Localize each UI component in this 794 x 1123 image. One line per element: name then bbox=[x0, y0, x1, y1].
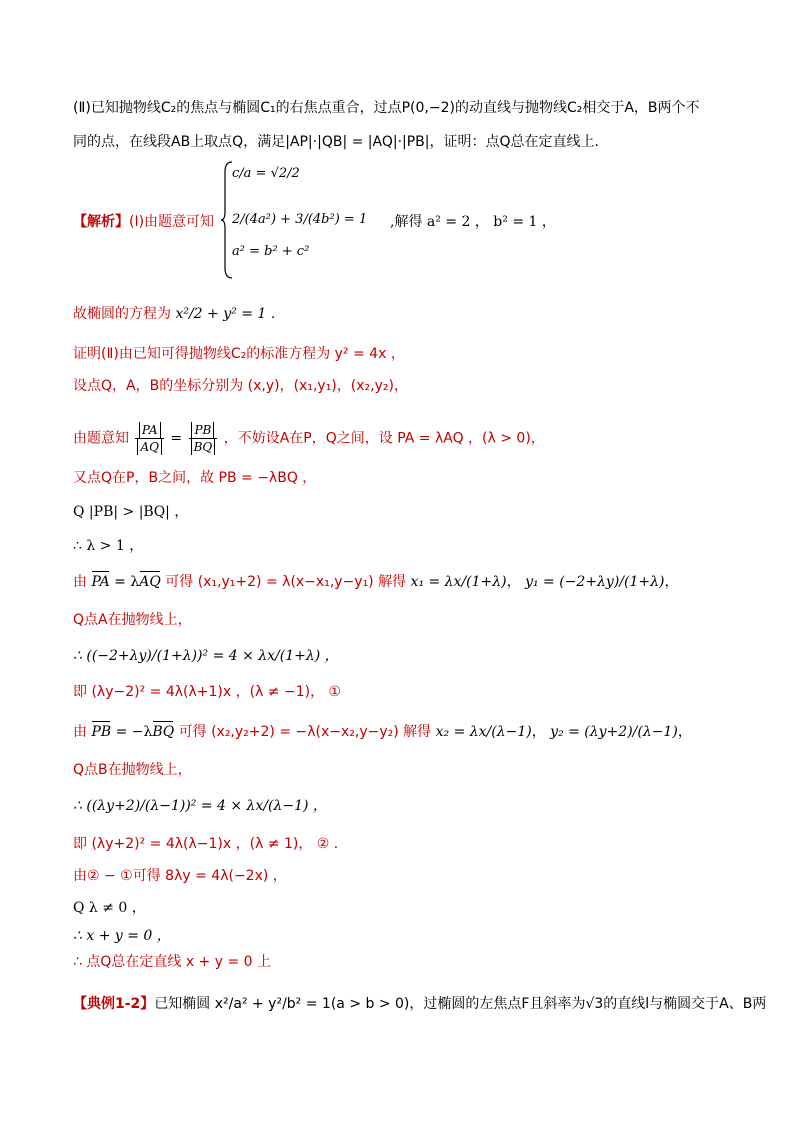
y1-expr: y₁ = (−2+λy)/(1+λ) bbox=[525, 574, 665, 590]
example-tag: 【典例1-2】 bbox=[73, 996, 155, 1012]
part2-line1: (Ⅱ)已知抛物线C₂的焦点与椭圆C₁的右焦点重合，过点P(0,−2)的动直线与抛物线C₂相交于A，B两个不 bbox=[73, 100, 700, 116]
ellipse-line bbox=[73, 304, 285, 324]
system-eq2: 2/(4a²) + 3/(4b²) = 1 bbox=[232, 212, 368, 227]
proof-eq-1: 即 (λy−2)² = 4λ(λ+1)x ，(λ ≠ −1)， ① bbox=[73, 684, 342, 700]
proof-eq-b: ∴ ((λy+2)/(λ−1))² = 4 × λx/(λ−1) ， bbox=[73, 798, 327, 814]
from-pa-text: 可得 (x₁,y₁+2) = λ(x−x₁,y−y₁) 解得 bbox=[165, 574, 407, 590]
proof-a-on-parabola: Q点A在抛物线上， bbox=[73, 612, 192, 628]
proof-eq-2: 即 (λy+2)² = 4λ(λ−1)x ，(λ ≠ 1)， ② ． bbox=[73, 836, 348, 852]
proof-q-between: 又点Q在P，B之间，故 PB = −λBQ ， bbox=[73, 470, 317, 486]
ellipse-prefix: 故椭圆的方程为 bbox=[73, 306, 171, 322]
example-line bbox=[73, 994, 766, 1014]
from-pb-text: 可得 (x₂,y₂+2) = −λ(x−x₂,y−y₂) 解得 bbox=[178, 724, 432, 740]
example-text: 已知椭圆 x²/a² + y²/b² = 1(a > b > 0)，过椭圆的左焦点F且斜率为√3的直线l与椭圆交于A、B两 bbox=[154, 996, 767, 1012]
ellipse-equation: x²/2 + y² = 1 ． bbox=[175, 306, 285, 322]
y2-expr: y₂ = (λy+2)/(λ−1) bbox=[550, 724, 678, 740]
jiexi-text: (Ⅰ)由题意可知 bbox=[129, 214, 215, 230]
jiexi-intro bbox=[73, 212, 214, 232]
proof-conclusion: ∴ 点Q总在定直线 x + y = 0 上 bbox=[73, 954, 272, 970]
ratio-right: $\frac{PB}{BQ}$ bbox=[189, 422, 218, 455]
solve-result: ,解得 a² = 2 ， b² = 1 ， bbox=[390, 214, 556, 230]
proof-from-pa: 由 PA = λAQ 可得 (x₁,y₁+2) = λ(x−x₁,y−y₁) 解得 x₁ = λx/(1+λ)， y₁ = (−2+λy)/(1+λ)， bbox=[73, 574, 679, 590]
ratio-suffix: ，不妨设A在P，Q之间，设 PA = λAQ ，(λ > 0)， bbox=[223, 430, 545, 447]
system-eq1: c/a = √2/2 bbox=[232, 166, 300, 181]
proof-q-because: Q |PB| > |BQ| ， bbox=[73, 504, 189, 520]
proof-subtract: 由② − ①可得 8λy = 4λ(−2x) ， bbox=[73, 868, 287, 884]
proof-lambda-ne0: Q λ ≠ 0 ， bbox=[73, 900, 146, 916]
x1-expr: x₁ = λx/(1+λ) bbox=[410, 574, 507, 590]
part2-line2: 同的点，在线段AB上取点Q，满足|AP|·|QB| = |AQ|·|PB|，证明：点Q总在定直线上． bbox=[73, 134, 609, 150]
proof-eq-a: ∴ ((−2+λy)/(1+λ))² = 4 × λx/(1+λ) ， bbox=[73, 648, 339, 664]
proof-lambda-gt1: ∴ λ > 1 ， bbox=[73, 538, 144, 554]
ratio-prefix: 由题意知 bbox=[73, 430, 129, 447]
proof-b-on-parabola: Q点B在抛物线上， bbox=[73, 762, 192, 778]
x2-expr: x₂ = λx/(λ−1) bbox=[435, 724, 532, 740]
system-eq3: a² = b² + c² bbox=[232, 244, 310, 259]
ratio-left: $\frac{PA}{AQ}$ bbox=[135, 422, 164, 455]
jiexi-tag: 【解析】 bbox=[73, 214, 129, 230]
proof-coordinates: 设点Q，A，B的坐标分别为 (x,y)，(x₁,y₁)，(x₂,y₂)， bbox=[73, 378, 408, 394]
proof-ratio: 由题意知 $\frac{PA}{AQ}$ = $\frac{PB}{BQ}$ ，不妨设A在P，Q之间，设 PA = λAQ ，(λ > 0)， bbox=[73, 423, 545, 454]
proof-from-pb: 由 PB = −λBQ 可得 (x₂,y₂+2) = −λ(x−x₂,y−y₂) 解得 x₂ = λx/(λ−1)， y₂ = (λy+2)/(λ−1)， bbox=[73, 724, 692, 740]
proof-parabola: 证明(Ⅱ)由已知可得抛物线C₂的标准方程为 y² = 4x ， bbox=[73, 346, 405, 362]
proof-x-plus-y: ∴ x + y = 0 ， bbox=[73, 928, 171, 944]
